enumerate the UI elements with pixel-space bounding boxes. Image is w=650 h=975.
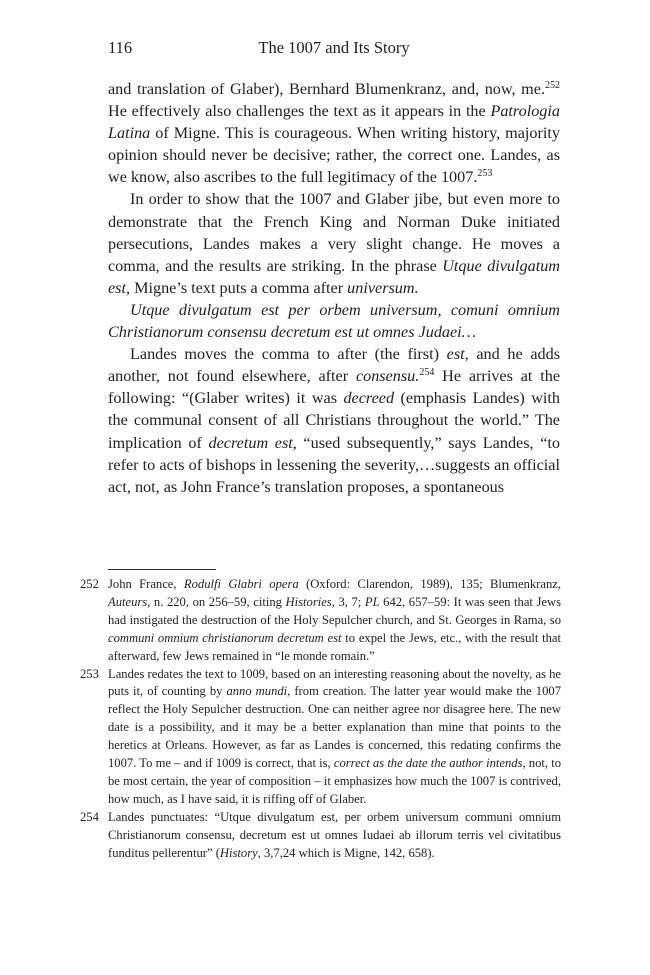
footnote-254 bbox=[80, 809, 561, 863]
text-span: not, to be most certain, the year of composition – it emphasizes how much the 1007 is contrived, how much, as I have said, it is riffing off of Glaber. bbox=[108, 756, 561, 806]
latin-phrase: Utque divulgatum est, bbox=[108, 256, 560, 297]
italic-title: History bbox=[219, 845, 258, 860]
text-span: , 3,7,24 which is Migne, 142, 658). bbox=[257, 845, 435, 860]
footnote-number: 254 bbox=[80, 809, 99, 824]
latin-phrase: communi omnium christianorum decretum est bbox=[108, 630, 342, 645]
italic-title: Rodulfi Glabri opera bbox=[183, 577, 299, 591]
latin-phrase: anno mundi bbox=[226, 684, 288, 699]
footnote-number: 252 bbox=[80, 577, 99, 591]
paragraph-2 bbox=[108, 188, 560, 298]
text-span: In order to show that the 1007 and Glaber jibe, but even more to demonstrate that the French King and Norman Duke initiated persecutions, Landes makes a very slight change. He moves a comma, and the results are striking. In the phrase bbox=[108, 190, 560, 275]
text-span: (emphasis Landes) with the communal consent of all Christians throughout the world.” The implication of bbox=[108, 389, 560, 452]
footnote-ref-253: 253 bbox=[477, 168, 493, 180]
italic-title: Histories, bbox=[285, 594, 335, 609]
footnote-ref-254: 254 bbox=[419, 367, 435, 379]
emphasis-word: decreed bbox=[343, 389, 395, 408]
emphasis-phrase: correct as the date the author intends, bbox=[333, 756, 526, 771]
italic-title: Patrologia Latina bbox=[108, 102, 560, 143]
text-span: of Migne. This is courageous. When writing history, majority opinion should never be decisive; rather, the correct one. Landes, as we know, also ascribes to the full legitimacy of the 1007. bbox=[108, 124, 560, 187]
main-text bbox=[108, 78, 560, 498]
text-span: Migne’s text puts a comma after bbox=[130, 278, 348, 297]
running-title: The 1007 and Its Story bbox=[258, 38, 410, 57]
text-span: (Oxford: Clarendon, 1989), 135; Blumenkranz, bbox=[298, 577, 561, 591]
text-span: John France, bbox=[108, 577, 184, 591]
text-span: , n. 220, on 256–59, citing bbox=[147, 594, 286, 609]
text-span: 642, 657–59: It was seen that Jews had instigated the destruction of the Holy Sepulcher church, and St. Georges in Rama, so bbox=[108, 594, 562, 627]
text-span: Landes punctuates: “Utque divulgatum est, per orbem universum communi omnium Christianorum consensu, decretum est ut omnes Iudaei ab illorum terris vel civitatibus funditus pellerentur” ( bbox=[108, 809, 561, 860]
footnote-rule bbox=[108, 569, 216, 570]
text-span: Landes redates the text to 1009, based on an interesting reasoning about the novelty, as he puts it, of counting by bbox=[108, 666, 561, 699]
footnote-253 bbox=[80, 666, 561, 809]
text-span: , and he adds another, not found elsewhere, after bbox=[108, 345, 560, 386]
footnote-ref-252: 252 bbox=[545, 80, 560, 91]
latin-word: est bbox=[446, 345, 465, 364]
text-span: He arrives at the following: “(Glaber writes) it was bbox=[108, 367, 561, 408]
latin-word: consensu. bbox=[355, 367, 420, 386]
footnotes bbox=[80, 576, 561, 863]
footnote-number: 253 bbox=[80, 666, 99, 681]
paragraph-1 bbox=[108, 78, 560, 188]
text-span: , “used subsequently,” says Landes, “to refer to acts of bishops in lessening the severity,…suggests an official act, not, as John France’s translation proposes, a spontaneous bbox=[108, 433, 560, 496]
italic-title: PL bbox=[364, 594, 380, 609]
page-number: 116 bbox=[108, 38, 133, 57]
latin-quote bbox=[108, 299, 560, 343]
text-span: He effectively also challenges the text as it appears in the bbox=[108, 102, 491, 121]
latin-phrase: decretum est bbox=[208, 433, 293, 452]
paragraph-4 bbox=[108, 343, 560, 498]
running-head bbox=[108, 38, 560, 58]
text-span: and translation of Glaber), Bernhard Blumenkranz, and, now, me. bbox=[108, 80, 545, 98]
text-span: 3, 7; bbox=[334, 594, 365, 609]
latin-quote-text: Utque divulgatum est per orbem universum, comuni omnium Christianorum consensu decretum est ut omnes Judaei… bbox=[108, 300, 560, 342]
latin-word: universum. bbox=[347, 278, 419, 297]
italic-title: Auteurs bbox=[108, 594, 148, 609]
text-span: to expel the Jews, etc., with the result that afterward, few Jews remained in “le monde romain.” bbox=[108, 630, 561, 663]
text-span: , from creation. The latter year would make the 1007 reflect the Holy Sepulcher destruction. One can neither agree nor disagree here. The new date is a possibility, and it may be a better explanation than mine that points to the heretics at Orleans. However, as far as Landes is concerned, this redating confirms the 1007. To me – and if 1009 is correct, that is, bbox=[108, 684, 561, 771]
text-span: Landes moves the comma to after (the first) bbox=[130, 345, 447, 364]
footnote-252 bbox=[80, 576, 561, 666]
